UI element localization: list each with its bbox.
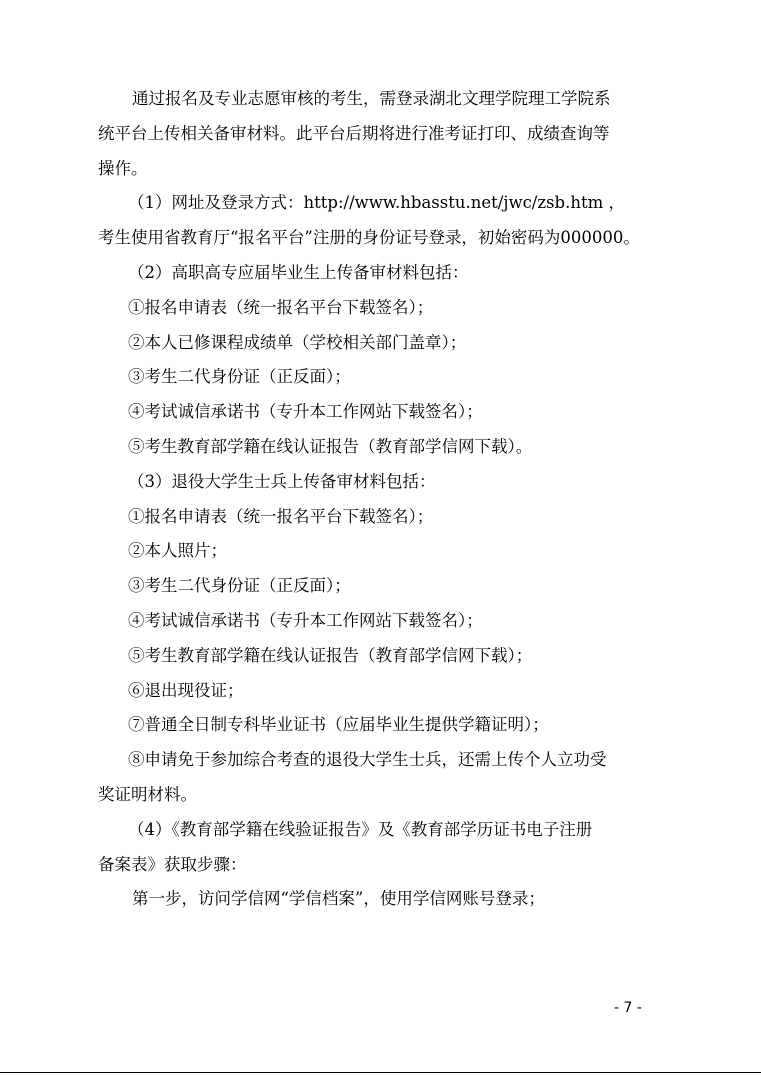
section-2-item-3: ③考生二代身份证（正反面）； [128, 367, 351, 387]
section-2-item-5: ⑤考生教育部学籍在线认证报告（教育部学信网下载）。 [128, 436, 533, 456]
section-4-line-2: 备案表》获取步骤： [98, 854, 247, 874]
section-2-item-4: ④考试诚信承诺书（专升本工作网站下载签名）； [128, 402, 483, 422]
document-body [98, 82, 658, 917]
section-3-item-3: ③考生二代身份证（正反面）； [128, 576, 351, 596]
section-3-item-2: ②本人照片； [128, 541, 227, 561]
section-3-item-8-line-1: ⑧申请免于参加综合考查的退役大学生士兵，还需上传个人立功受 [128, 750, 607, 770]
section-1-line-1: （1）网址及登录方式：http://www.hbasstu.net/jwc/zsb.htm ， [128, 193, 625, 213]
section-3-item-5: ⑤考生教育部学籍在线认证报告（教育部学信网下载）； [128, 645, 533, 665]
section-2-item-1: ①报名申请表（统一报名平台下载签名）； [128, 297, 434, 317]
intro-line-2: 统平台上传相关备审材料。此平台后期将进行准考证打印、成绩查询等 [98, 123, 610, 143]
section-4-line-1: （4）《教育部学籍在线验证报告》及《教育部学历证书电子注册 [128, 819, 593, 839]
page-bottom-rule [0, 1072, 761, 1073]
section-1-line-2: 考生使用省教育厅“报名平台”注册的身份证号登录，初始密码为000000。 [98, 228, 640, 248]
intro-line-3: 操作。 [98, 158, 148, 178]
section-3-item-1: ①报名申请表（统一报名平台下载签名）； [128, 506, 434, 526]
section-4-step-1: 第一步，访问学信网“学信档案”，使用学信网账号登录； [132, 889, 545, 909]
section-2-item-2: ②本人已修课程成绩单（学校相关部门盖章）； [128, 332, 467, 352]
intro-line-1: 通过报名及专业志愿审核的考生，需登录湖北文理学院理工学院系 [132, 89, 611, 108]
section-3-item-4: ④考试诚信承诺书（专升本工作网站下载签名）； [128, 610, 483, 630]
section-3-item-6: ⑥退出现役证； [128, 680, 244, 700]
section-3-item-7: ⑦普通全日制专科毕业证书（应届毕业生提供学籍证明）； [128, 715, 549, 735]
section-3-item-8-line-2: 奖证明材料。 [98, 784, 197, 804]
page-number: - 7 - [614, 1000, 642, 1016]
section-2-heading: （2）高职高专应届毕业生上传备审材料包括： [128, 262, 469, 282]
section-3-heading: （3）退役大学生士兵上传备审材料包括： [128, 471, 436, 491]
